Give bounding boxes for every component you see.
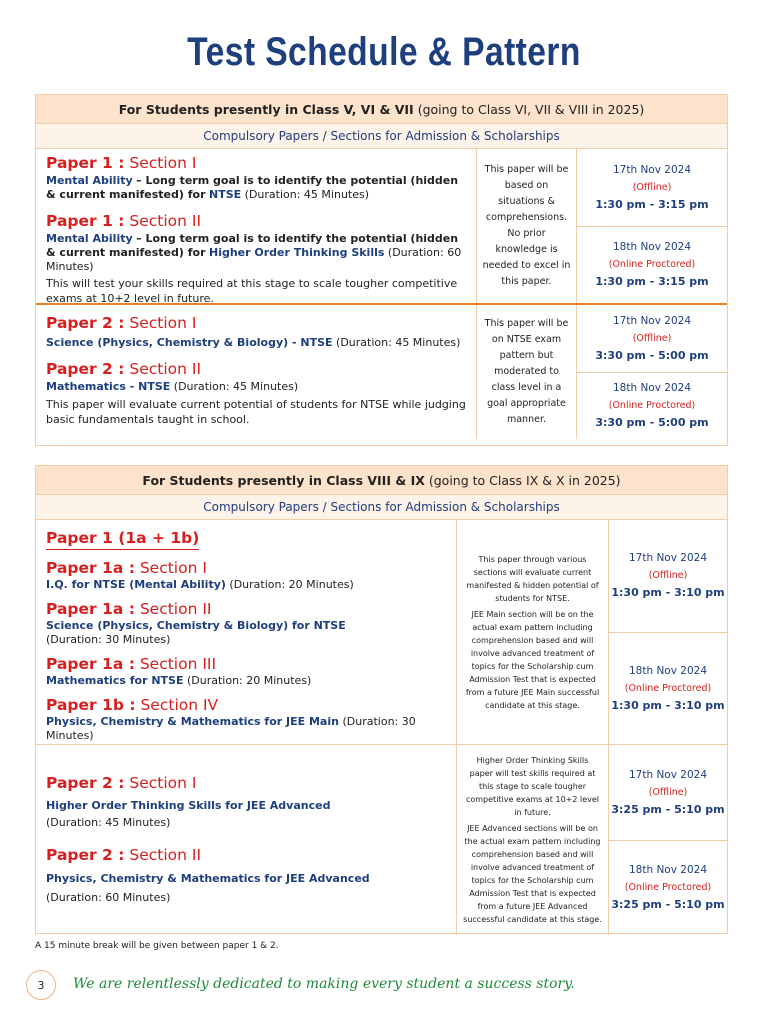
schedule-time: 1:30 pm - 3:10 pm: [611, 698, 725, 712]
schedule-online: [609, 840, 727, 936]
subject-name: Physics, Chemistry & Mathematics for JEE Main: [46, 715, 339, 728]
paper2-details: [36, 305, 476, 439]
section-subheader: Compulsory Papers / Sections for Admission & Scholarships: [36, 495, 727, 520]
section-label: Section I: [129, 314, 197, 332]
paper-note-text: JEE Advanced sections will be on the actual exam pattern including comprehension based and will involve advanced treatment of topics for the Scholarship cum Admission Test that is expected from a future JEE Advanced successful candidate at this stage.: [463, 824, 602, 924]
schedule-online: [577, 226, 727, 304]
paper-note: [456, 520, 609, 744]
section-header-bold: For Students presently in Class V, VI & VII: [118, 101, 414, 117]
subject-name: I.Q. for NTSE (Mental Ability): [46, 578, 226, 591]
schedule-date: 17th Nov 2024: [628, 768, 708, 781]
paper-section: [46, 695, 446, 743]
paper-section: [46, 845, 446, 907]
section-subheader: Compulsory Papers / Sections for Admission & Scholarships: [36, 124, 727, 149]
paper2-row: [36, 305, 727, 439]
page-number: 3: [26, 970, 56, 1000]
schedule: [609, 520, 727, 744]
schedule-time: 3:30 pm - 5:00 pm: [595, 416, 709, 430]
duration: (Duration: 60 Minutes): [46, 891, 171, 904]
page-title: Test Schedule & Pattern: [187, 30, 581, 74]
ntse-label: NTSE: [209, 188, 242, 201]
paper1-row: [36, 520, 727, 745]
subject-name: Mathematics for NTSE: [46, 674, 184, 687]
schedule-time: 1:30 pm - 3:15 pm: [595, 275, 709, 289]
paper1-details: [36, 520, 456, 744]
schedule-mode: (Online Proctored): [624, 882, 712, 894]
paper-note: [476, 305, 577, 439]
paper-note-text: Higher Order Thinking Skills paper will test skills required at this stage to scale tougher competitive exams at 10+2 level in future.: [465, 756, 600, 817]
schedule-time: 1:30 pm - 3:15 pm: [595, 197, 709, 211]
section-label: Section II: [139, 600, 212, 618]
paper-label: Paper 1a :: [46, 600, 135, 618]
paper1-row: [36, 149, 727, 305]
schedule: [577, 149, 727, 303]
schedule-mode: (Online Proctored): [608, 400, 696, 412]
paper-label: Paper 1 :: [46, 154, 125, 172]
paper-label: Paper 2 :: [46, 774, 125, 792]
paper1-heading: Paper 1 (1a + 1b): [46, 528, 199, 550]
schedule-date: 17th Nov 2024: [612, 163, 692, 176]
paper-note: [476, 149, 577, 303]
subject-name: Mathematics - NTSE: [46, 380, 171, 393]
section-header-rest: (going to Class VI, VII & VIII in 2025): [417, 101, 645, 117]
subject-name: Physics, Chemistry & Mathematics for JEE Advanced: [46, 872, 370, 885]
schedule-mode: (Offline): [632, 181, 672, 193]
subject-desc: – Long term goal is to identify the potential (hidden & current manifested) for: [46, 232, 459, 259]
duration: (Duration: 45 Minutes): [336, 336, 461, 349]
subject-name: Mental Ability: [46, 232, 133, 245]
subject-name: Science (Physics, Chemistry & Biology) for NTSE: [46, 619, 346, 632]
schedule-mode: (Offline): [632, 332, 672, 344]
schedule-mode: (Offline): [648, 786, 688, 798]
schedule-date: 18th Nov 2024: [628, 864, 708, 877]
subject-name: Science (Physics, Chemistry & Biology) - NTSE: [46, 336, 333, 349]
paper1-details: [36, 149, 476, 303]
schedule-offline: [609, 745, 727, 840]
section-label: Section III: [139, 655, 217, 673]
paper-note-text: This paper will be on NTSE exam pattern but moderated to class level in a goal appropriate manner.: [484, 318, 569, 425]
schedule: [577, 305, 727, 439]
break-footnote: A 15 minute break will be given between paper 1 & 2.: [35, 941, 279, 951]
tagline: We are relentlessly dedicated to making every student a success story.: [73, 976, 575, 992]
schedule-time: 3:30 pm - 5:00 pm: [595, 348, 709, 362]
paper-label: Paper 1a :: [46, 559, 135, 577]
paper-note-text: JEE Main section will be on the actual exam pattern including comprehension based and will involve advanced treatment of topics for the Scholarship cum Admission Test that is expected from a future JEE Main successful candidate at this stage.: [465, 609, 600, 710]
paper-label: Paper 2 :: [46, 314, 125, 332]
paper-label: Paper 1b :: [46, 696, 136, 714]
section-header: [36, 95, 727, 124]
paper-label: Paper 2 :: [46, 360, 125, 378]
section-label: Section II: [129, 212, 202, 230]
schedule-date: 17th Nov 2024: [612, 314, 692, 327]
section-header-rest: (going to Class IX & X in 2025): [428, 472, 621, 488]
schedule-date: 18th Nov 2024: [612, 382, 692, 395]
section-header: [36, 466, 727, 495]
schedule-time: 3:25 pm - 5:10 pm: [611, 802, 725, 816]
schedule-online: [609, 632, 727, 745]
paper2-details: [36, 745, 456, 935]
duration: (Duration: 45 Minutes): [46, 816, 171, 829]
section-class-v-vii: [35, 94, 728, 446]
paper-note-text: This paper through various sections will evaluate current manifested & hidden potential of students for NTSE.: [466, 554, 599, 603]
duration: (Duration: 45 Minutes): [244, 188, 370, 201]
section-label: Section I: [129, 774, 197, 792]
duration: (Duration: 45 Minutes): [173, 380, 299, 393]
schedule-date: 18th Nov 2024: [628, 664, 708, 677]
duration: (Duration: 20 Minutes): [229, 578, 354, 591]
schedule-offline: [577, 305, 727, 372]
paper-section: [46, 599, 446, 647]
paper-section: [46, 773, 446, 831]
schedule-mode: (Online Proctored): [624, 682, 712, 694]
schedule-mode: (Offline): [648, 570, 688, 582]
schedule-offline: [609, 520, 727, 632]
section-label: Section II: [129, 846, 202, 864]
duration: (Duration: 30 Minutes): [46, 633, 171, 646]
duration: (Duration: 20 Minutes): [186, 674, 312, 687]
section-label: Section I: [139, 559, 207, 577]
schedule-online: [577, 372, 727, 440]
schedule-date: 18th Nov 2024: [612, 241, 692, 254]
section-label: Section II: [129, 360, 202, 378]
paper-label: Paper 1 :: [46, 212, 125, 230]
subject-name: Mental Ability: [46, 174, 133, 187]
paper-description: This paper will evaluate current potential of students for NTSE while judging basic fundamentals taught in school.: [46, 398, 466, 426]
hots-label: Higher Order Thinking Skills: [209, 246, 385, 259]
section-label: Section IV: [140, 696, 219, 714]
section-header-bold: For Students presently in Class VIII & IX: [142, 472, 425, 488]
paper-label: Paper 1a :: [46, 655, 135, 673]
duration: (Duration: 60 Minutes): [46, 246, 462, 273]
paper-section: [46, 654, 446, 688]
section-label: Section I: [129, 154, 197, 172]
schedule-time: 1:30 pm - 3:10 pm: [611, 586, 725, 600]
paper-section: [46, 558, 446, 592]
schedule-mode: (Online Proctored): [608, 259, 696, 271]
paper-note-text: This paper will be based on situations & comprehensions. No prior knowledge is needed to excel in this paper.: [482, 164, 571, 287]
schedule: [609, 745, 727, 935]
paper-note: [456, 745, 609, 935]
schedule-offline: [577, 149, 727, 226]
paper2-row: [36, 745, 727, 935]
schedule-time: 3:25 pm - 5:10 pm: [611, 898, 725, 912]
subject-name: Higher Order Thinking Skills for JEE Advanced: [46, 799, 331, 812]
paper-label: Paper 2 :: [46, 846, 125, 864]
section-class-viii-ix: [35, 465, 728, 934]
subject-desc: – Long term goal is to identify the potential (hidden & current manifested) for: [46, 174, 459, 201]
schedule-date: 17th Nov 2024: [628, 552, 708, 565]
paper-description: This will test your skills required at this stage to scale tougher competitive exams at 10+2 level in future.: [46, 277, 458, 305]
duration: (Duration: 30 Minutes): [46, 715, 416, 742]
